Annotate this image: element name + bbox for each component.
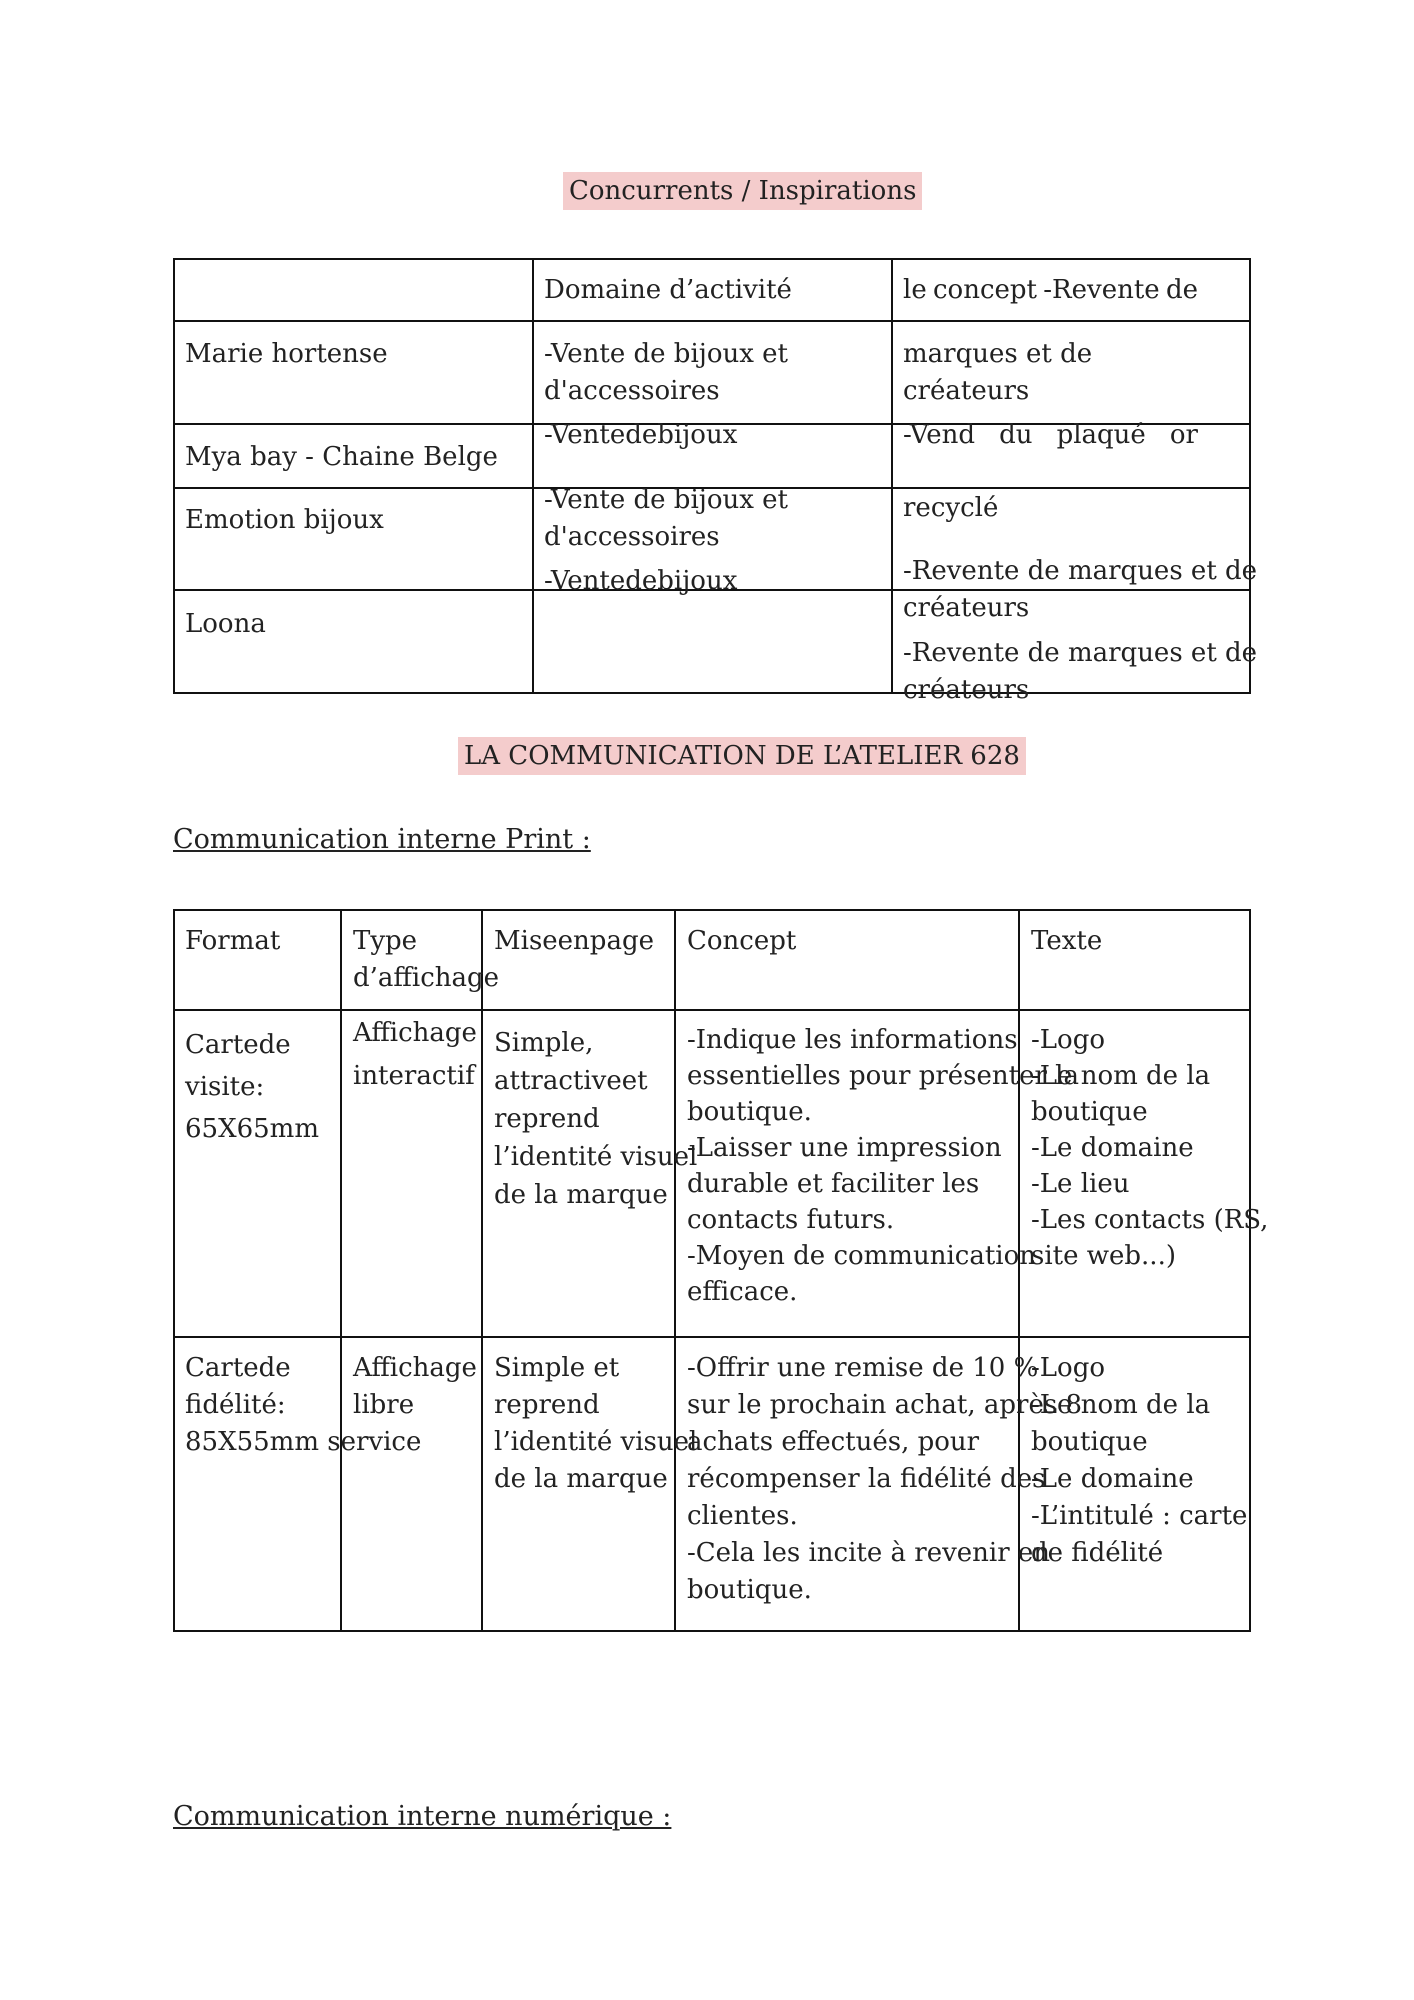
cell-type: Affichage libre: [353, 1353, 477, 1420]
print-col-divider-2: [481, 909, 483, 1632]
header-concept-word: le: [903, 275, 927, 305]
cell-concept: -Indique les informations essentielles pour présenter la boutique. -Laisser une impression durable et faciliter les contacts futurs. -Moyen de communication efficace.: [687, 1025, 1079, 1307]
competitor-concept: recyclé: [903, 493, 999, 523]
header-layout: Miseenpage: [494, 926, 654, 956]
competitor-domain: -Vente de bijoux et d'accessoires: [544, 485, 788, 552]
header-concept: [903, 272, 1198, 309]
competitor-concept-extra: -Revente de marques et de créateurs: [903, 556, 1258, 623]
competitors-col-divider-2: [891, 258, 893, 694]
competitors-col-divider-1: [532, 258, 534, 694]
header-text: Texte: [1031, 926, 1103, 956]
print-row-divider-1: [173, 1009, 1251, 1011]
header-concept-word: de: [1165, 275, 1198, 305]
competitor-name: Loona: [185, 609, 266, 639]
competitor-name: Emotion bijoux: [185, 505, 384, 535]
section-numeric-heading: Communication interne numérique :: [173, 1801, 672, 1832]
cell-format: Cartede fidélité: 85X55mm service: [185, 1353, 422, 1457]
print-col-divider-1: [340, 909, 342, 1632]
cell-text: -Logo -Le nom de la boutique -Le domaine -L’intitulé : carte de fidélité: [1031, 1353, 1248, 1568]
concept-word: plaqué: [1056, 420, 1146, 450]
cell-layout: Simple, attractiveet reprend l’identité visuel de la marque: [494, 1028, 698, 1210]
header-concept-word: concept: [932, 275, 1037, 305]
competitor-name: Marie hortense: [185, 339, 388, 369]
cell-type: Affichage interactif: [353, 1018, 477, 1091]
header-type: Type d’affichage: [353, 926, 500, 993]
competitors-title: Concurrents / Inspirations: [563, 172, 922, 210]
communication-title: LA COMMUNICATION DE L’ATELIER 628: [458, 737, 1026, 775]
concept-word: du: [999, 420, 1033, 450]
header-concept-word: -Revente: [1043, 275, 1160, 305]
section-print-heading: Communication interne Print :: [173, 824, 591, 855]
header-concept: Concept: [687, 926, 797, 956]
competitor-concept: [903, 417, 1198, 454]
cell-concept: -Offrir une remise de 10 % sur le prochain achat, après 8 achats effectués, pour récompenser la fidélité des clientes. -Cela les incite à revenir en boutique.: [687, 1353, 1083, 1605]
competitor-name: Mya bay - Chaine Belge: [185, 442, 498, 472]
competitor-concept: marques et de créateurs: [903, 339, 1093, 406]
print-row-divider-2: [173, 1336, 1251, 1338]
concept-word: or: [1169, 420, 1198, 450]
competitors-row-divider-1: [173, 320, 1251, 322]
header-format: Format: [185, 926, 281, 956]
concept-word: -Vend: [903, 420, 976, 450]
competitors-table: [173, 258, 1251, 694]
competitor-concept: -Revente de marques et de créateurs: [903, 638, 1258, 705]
print-col-divider-3: [674, 909, 676, 1632]
cell-format: Cartede visite: 65X65mm: [185, 1030, 319, 1144]
competitor-domain-extra: -Ventedebijoux: [544, 566, 738, 596]
cell-layout: Simple et reprend l’identité visuel de la marque: [494, 1353, 698, 1494]
header-domain: Domaine d’activité: [544, 275, 792, 305]
competitor-domain: -Vente de bijoux et d'accessoires: [544, 339, 788, 406]
cell-text: -Logo -Le nom de la boutique -Le domaine -Le lieu -Les contacts (RS, site web...): [1031, 1025, 1269, 1271]
competitor-domain: -Ventedebijoux: [544, 420, 738, 450]
